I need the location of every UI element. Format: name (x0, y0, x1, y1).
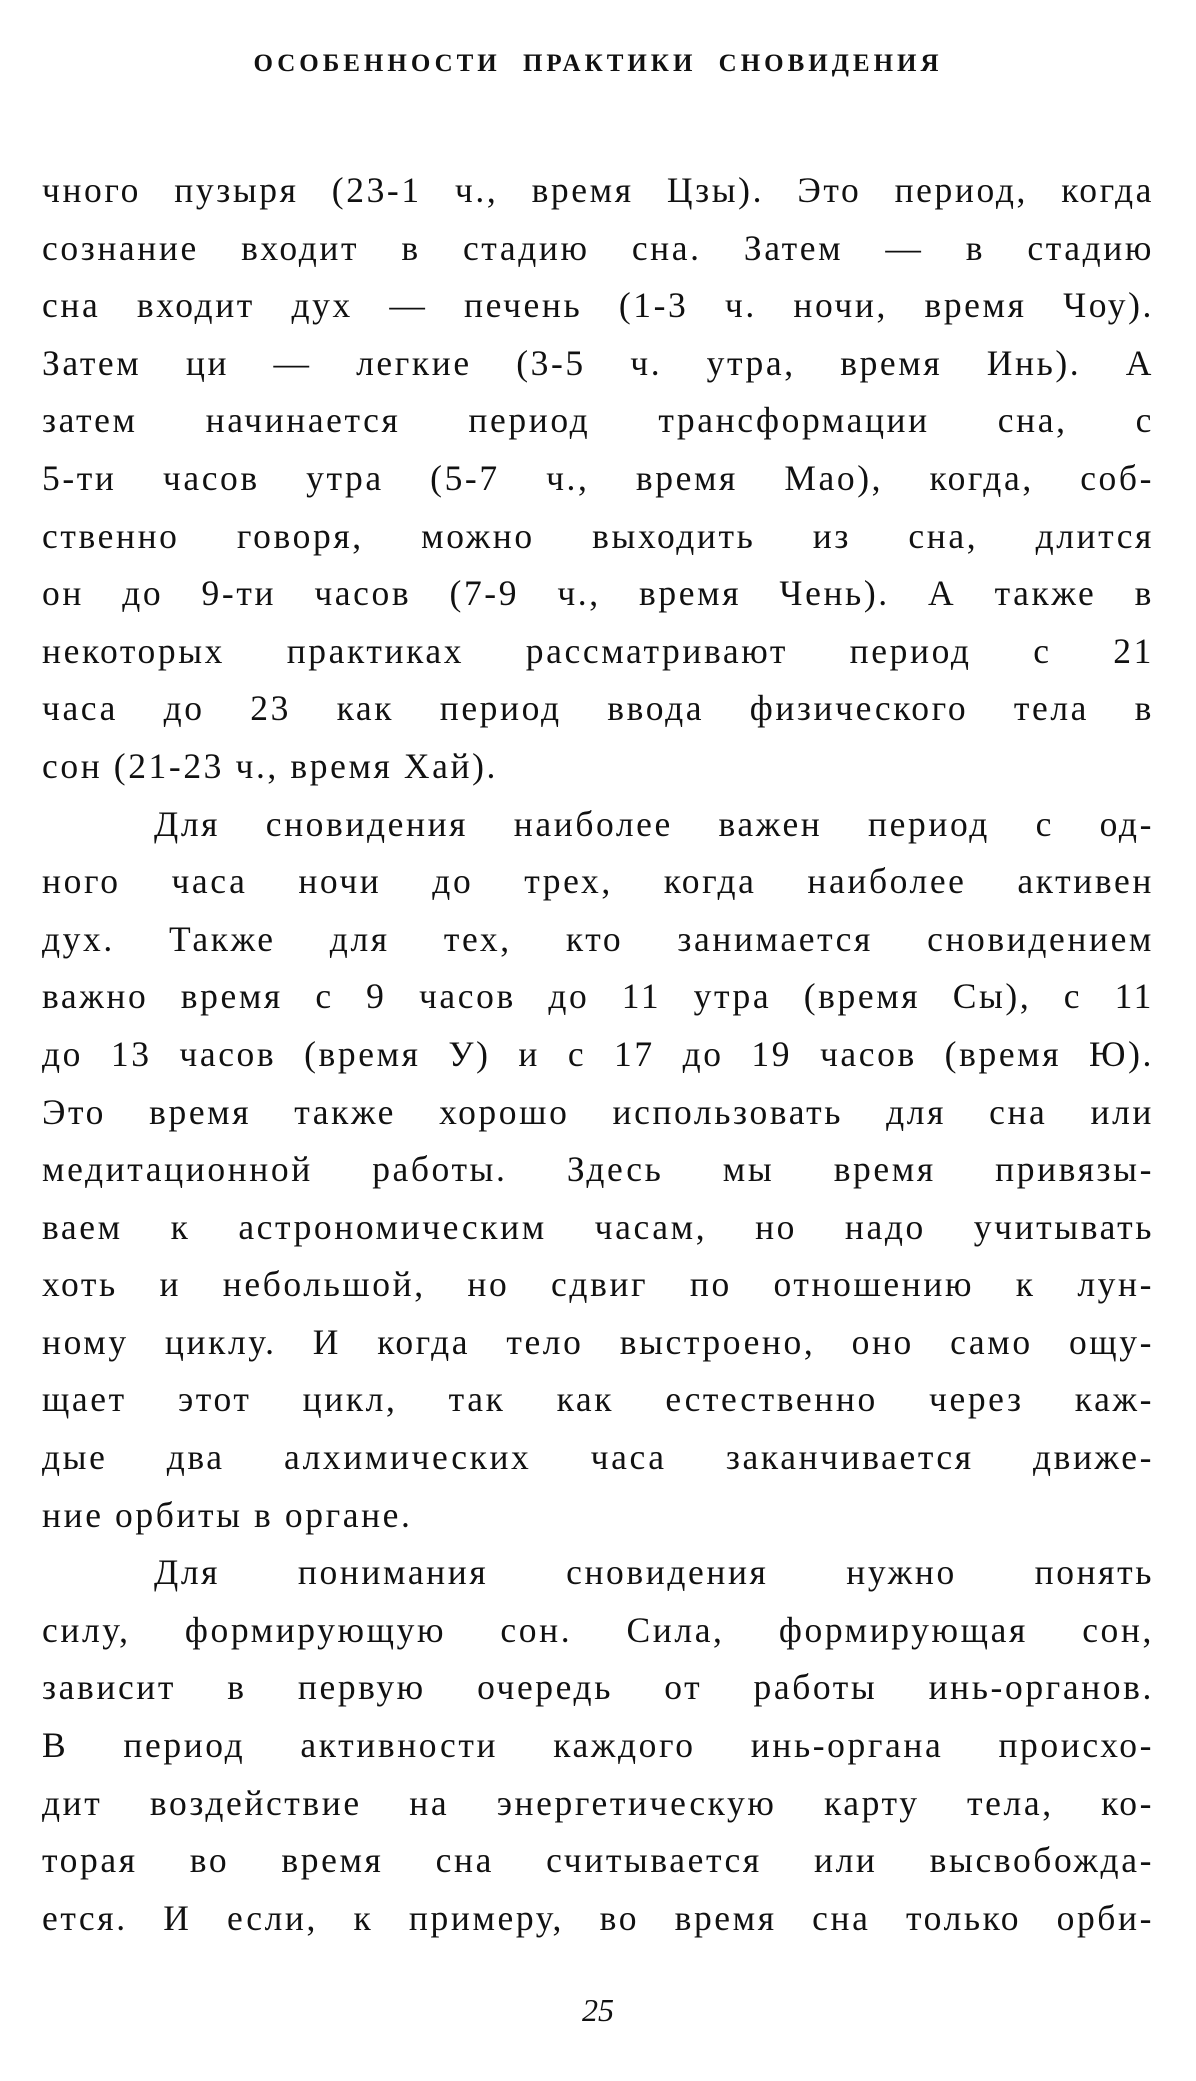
text-line: ственно говоря, можно выходить из сна, длится (42, 515, 1154, 556)
page-number: 25 (582, 1992, 614, 2028)
text-line: чного пузыря (23-1 ч., время Цзы). Это период, когда (42, 170, 1154, 210)
text-line: ется. И если, к примеру, во время сна только орби- (42, 1897, 1154, 1938)
text-line: силу, формирующую сон. Сила, формирующая сон, (42, 1609, 1154, 1650)
running-title: ОСОБЕННОСТИ ПРАКТИКИ СНОВИДЕНИЯ (253, 50, 943, 77)
text-line: ваем к астрономическим часам, но надо учитывать (42, 1206, 1154, 1247)
text-line: зависит в первую очередь от работы инь-органов. (42, 1667, 1154, 1708)
text-line: ние орбиты в органе. (42, 1494, 413, 1535)
paragraph-first-line: Для понимания сновидения нужно понять (154, 1552, 1154, 1593)
text-line: ному циклу. И когда тело выстроено, оно само ощу- (42, 1321, 1154, 1362)
text-line: дух. Также для тех, кто занимается сновидением (42, 918, 1154, 959)
text-line: 5-ти часов утра (5-7 ч., время Мао), когда, соб- (42, 457, 1154, 498)
text-line: сна входит дух — печень (1-3 ч. ночи, время Чоу). (42, 285, 1154, 326)
text-line: важно время с 9 часов до 11 утра (время Сы), с 11 (42, 976, 1154, 1017)
text-line: хоть и небольшой, но сдвиг по отношению к лун- (42, 1264, 1154, 1305)
text-line: некоторых практиках рассматривают период с 21 (42, 630, 1154, 671)
text-line: затем начинается период трансформации сна, с (42, 400, 1154, 441)
text-line: он до 9-ти часов (7-9 ч., время Чень). А также в (42, 573, 1154, 614)
text-line: сон (21-23 ч., время Хай). (42, 745, 499, 786)
text-line: медитационной работы. Здесь мы время привязы- (42, 1149, 1154, 1190)
text-line: Это время также хорошо использовать для сна или (42, 1091, 1154, 1132)
text-line: Затем ци — легкие (3-5 ч. утра, время Инь). А (42, 342, 1154, 383)
text-line: ного часа ночи до трех, когда наиболее активен (42, 861, 1154, 902)
text-line: щает этот цикл, так как естественно через каж- (42, 1379, 1154, 1420)
text-line: сознание входит в стадию сна. Затем — в стадию (42, 227, 1154, 268)
text-line: часа до 23 как период ввода физического тела в (42, 688, 1154, 729)
body-text (42, 162, 1154, 1947)
text-line: до 13 часов (время У) и с 17 до 19 часов (время Ю). (42, 1033, 1154, 1074)
text-line: дые два алхимических часа заканчивается движе- (42, 1437, 1154, 1478)
text-line: В период активности каждого инь-органа происхо- (42, 1725, 1154, 1766)
text-line: торая во время сна считывается или высвобожда- (42, 1840, 1154, 1881)
text-line: дит воздействие на энергетическую карту тела, ко- (42, 1782, 1154, 1823)
paragraph-first-line: Для сновидения наиболее важен период с од- (154, 803, 1154, 844)
